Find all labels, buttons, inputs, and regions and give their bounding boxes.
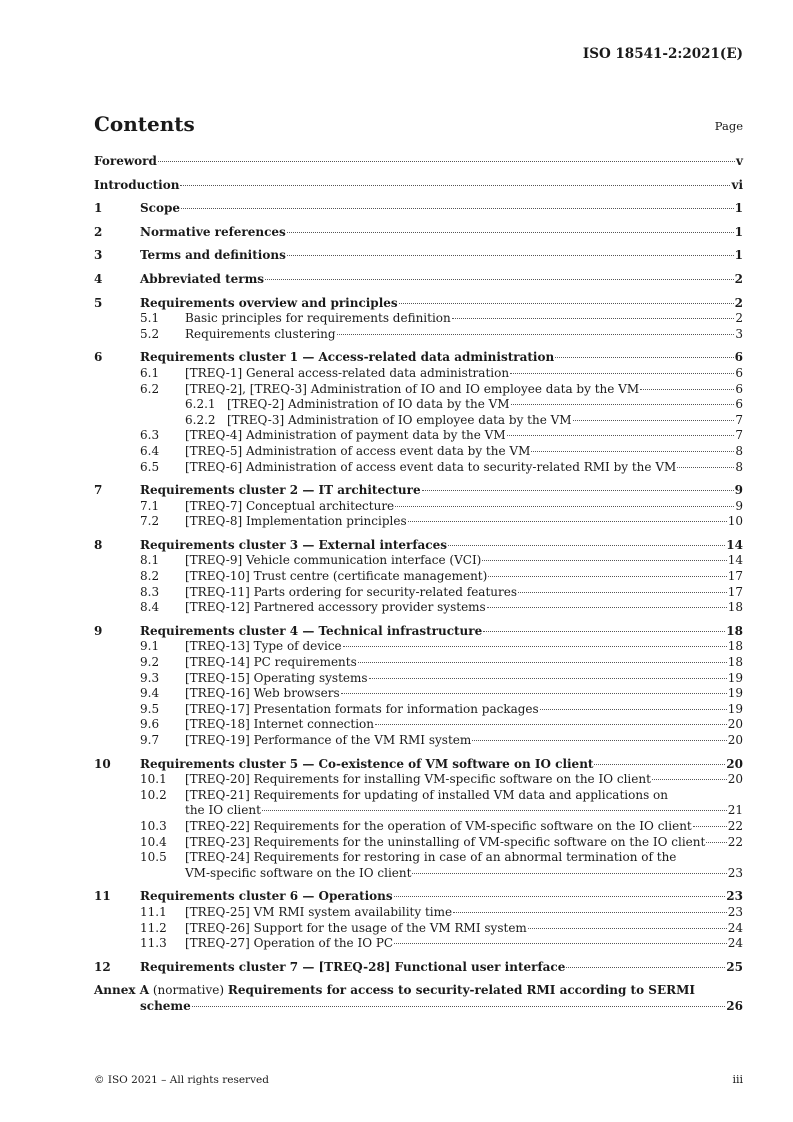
toc-entry-title [185,444,735,460]
toc-section-entry[interactable] [94,366,743,382]
toc-entry-title [185,788,743,804]
toc-entry-text: [TREQ-3] Administration of IO employee data by the VM [227,412,572,427]
toc-entry-page: 7 [735,412,743,427]
toc-entry-title [185,905,728,921]
toc-entry-text: [TREQ-2], [TREQ-3] Administration of IO and IO employee data by the VM [185,381,640,396]
toc-entry-title [140,350,735,366]
toc-entry-text: Foreword [94,154,157,168]
toc-section-entry[interactable] [94,428,743,444]
toc-entry-text: [TREQ-2] Administration of IO data by the VM [227,397,510,412]
copyright-notice: © ISO 2021 – All rights reserved [94,1074,269,1086]
toc-chapter-entry[interactable] [94,225,743,241]
toc-entry-page: 2 [734,271,743,286]
toc-leader-dots [180,185,730,186]
toc-entry-title [140,624,726,640]
toc-entry-text: Scope [140,201,181,216]
toc-section-entry[interactable] [94,788,743,804]
toc-entry-number: 6.2 [140,381,160,396]
toc-entry-page: 1 [734,248,743,263]
toc-leader-dots [343,646,727,647]
toc-leader-dots [408,521,727,522]
toc-entry-text: [TREQ-14] PC requirements [185,655,357,670]
toc-entry-number: 7 [94,483,103,498]
toc-leader-dots [555,357,733,358]
contents-title: Contents [94,112,195,136]
toc-entry-title [185,460,735,476]
toc-entry-title [140,225,735,241]
toc-entry-continuation[interactable] [94,999,743,1015]
toc-entry-title [140,248,735,264]
toc-entry-title [185,553,728,569]
page-column-label: Page [714,119,743,133]
toc-entry-text: Requirements clustering [185,326,336,341]
toc-chapter-entry[interactable] [94,296,743,312]
toc-entry-page: 18 [727,639,743,654]
toc-entry-title [185,835,728,851]
toc-entry-text: Introduction [94,177,180,192]
toc-entry-number: 11.2 [140,920,167,935]
toc-leader-dots [394,943,727,944]
toc-section-entry[interactable] [94,600,743,616]
toc-section-entry[interactable] [94,514,743,530]
toc-entry-page: 18 [727,600,743,615]
toc-entry-title [185,585,728,601]
toc-entry-page: 14 [726,537,743,552]
toc-entry-number: 9.6 [140,717,160,732]
toc-entry-number: 8 [94,537,103,552]
toc-leader-dots [452,318,735,319]
toc-leader-dots [693,826,727,827]
toc-entry-title [185,819,728,835]
toc-entry-page: 8 [735,443,743,458]
toc-entry-number: 6.1 [140,365,160,380]
toc-leader-dots [358,662,727,663]
toc-entry-number: 7.1 [140,498,160,513]
toc-entry-title [140,757,726,773]
toc-entry-title [140,296,735,312]
toc-entry-text: [TREQ-19] Performance of the VM RMI system [185,733,472,747]
toc-entry-number: 11.1 [140,904,167,919]
toc-entry-number: 8.3 [140,584,160,599]
toc-entry-number: 10 [94,756,111,771]
annex-label: Annex A [94,983,150,998]
toc-leader-dots [192,1006,726,1007]
toc-entry-text: Requirements cluster 5 — Co-existence of VM software on IO client [140,756,594,771]
toc-entry-title [140,889,726,905]
toc-entry-page: 17 [727,569,743,584]
toc-entry-text: Normative references [140,224,286,239]
toc-entry-page: 23 [726,889,743,904]
toc-entry-page: 9 [734,483,743,498]
toc-entry-title [185,733,728,749]
toc-entry-text: scheme [140,998,191,1013]
toc-entry-number: 1 [94,201,103,216]
toc-entry-title [140,483,735,499]
toc-leader-dots [399,303,734,304]
toc-chapter-entry[interactable] [94,483,743,499]
toc-leader-dots [394,896,726,897]
toc-section-entry[interactable] [94,655,743,671]
toc-annex-entry[interactable] [94,983,743,999]
toc-leader-dots [640,389,734,390]
toc-entry-title [185,569,728,585]
page-number: iii [732,1073,743,1086]
toc-section-entry[interactable] [94,569,743,585]
toc-leader-dots [518,592,727,593]
toc-entry-number: 6.3 [140,428,160,443]
toc-entry-text: Basic principles for requirements definition [185,311,451,326]
toc-entry-title [185,366,735,382]
toc-entry-title [185,600,728,616]
toc-entry-number: 6.4 [140,443,160,458]
toc-entry-page: 23 [727,904,743,919]
toc-leader-dots [510,373,734,374]
toc-section-entry[interactable] [94,702,743,718]
toc-entry-number: 6.5 [140,459,160,474]
toc-leader-dots [341,693,727,694]
toc-leader-dots [482,560,726,561]
toc-entry-number: 5.1 [140,311,160,326]
toc-leader-dots [487,607,727,608]
toc-leader-dots [677,467,734,468]
toc-entry-text: [TREQ-4] Administration of payment data by the VM [185,428,506,443]
toc-entry-page: 1 [734,224,743,239]
toc-entry-number: 9.2 [140,655,160,670]
toc-entry-number: 10.4 [140,834,167,849]
annex-title: Requirements for access to security-related RMI according to SERMI [227,983,695,998]
toc-leader-dots [453,912,727,913]
toc-entry-text: Requirements overview and principles [140,295,398,310]
toc-entry-number: 4 [94,271,103,286]
toc-chapter-entry[interactable] [94,178,743,194]
toc-entry-text: [TREQ-12] Partnered accessory provider systems [185,600,486,615]
toc-entry-title [185,639,728,655]
toc-entry-text: Requirements cluster 6 — Operations [140,889,393,904]
toc-entry-title [185,655,728,671]
toc-leader-dots [395,506,734,507]
toc-entry-page: 20 [727,772,743,787]
toc-entry-page: 19 [727,670,743,685]
toc-entry-title [185,499,735,515]
toc-entry-number: 12 [94,959,111,974]
toc-leader-dots [594,764,725,765]
toc-entry-text: Requirements cluster 3 — External interfaces [140,537,447,552]
toc-entry-title [185,382,735,398]
toc-entry-text: [TREQ-27] Operation of the IO PC [185,936,394,951]
toc-entry-text: [TREQ-26] Support for the usage of the VM RMI system [185,920,527,935]
toc-entry-page: v [736,154,743,168]
toc-entry-number: 9.1 [140,639,160,654]
toc-entry-text: Requirements cluster 7 — [TREQ-28] Functional user interface [140,959,566,974]
toc-chapter-entry[interactable] [94,350,743,366]
toc-entry-title [185,717,728,733]
toc-leader-dots [706,842,726,843]
standard-id: ISO 18541-2:2021(E) [582,46,743,62]
toc-leader-dots [540,709,727,710]
toc-section-entry[interactable] [94,671,743,687]
toc-entry-title [185,428,735,444]
toc-entry-number: 7.2 [140,514,160,529]
toc-section-entry[interactable] [94,327,743,343]
toc-entry-number: 6.2.1 [185,397,216,412]
toc-entry-number: 2 [94,224,103,239]
toc-entry-continuation[interactable] [94,803,743,819]
toc-leader-dots [265,279,734,280]
toc-section-entry[interactable] [94,905,743,921]
toc-entry-number: 10.3 [140,818,167,833]
toc-entry-title [94,983,743,999]
toc-entry-text: [TREQ-11] Parts ordering for security-related features [185,584,517,599]
toc-chapter-entry[interactable] [94,201,743,217]
toc-entry-number: 5.2 [140,326,160,341]
toc-entry-text: [TREQ-18] Internet connection [185,717,375,732]
toc-entry-page: 19 [727,701,743,716]
toc-entry-text: VM-specific software on the IO client [185,865,412,880]
toc-entry-text: [TREQ-10] Trust centre (certificate management) [185,569,488,584]
toc-entry-text: [TREQ-17] Presentation formats for information packages [185,701,539,716]
toc-section-entry[interactable] [94,397,743,413]
toc-entry-title [140,272,735,288]
toc-leader-dots [369,678,727,679]
toc-section-entry[interactable] [94,686,743,702]
toc-entry-title [185,311,735,327]
toc-entry-number: 5 [94,295,103,310]
toc-leader-dots [412,873,726,874]
toc-entry-text: [TREQ-5] Administration of access event data by the VM [185,443,531,458]
toc-entry-title [185,514,728,530]
toc-entry-title [185,671,728,687]
table-of-contents [94,154,743,1015]
toc-entry-text [94,983,695,999]
toc-entry-page: 17 [727,584,743,599]
toc-entry-text: [TREQ-23] Requirements for the uninstalling of VM-specific software on the IO client [185,834,706,849]
toc-entry-text: [TREQ-1] General access-related data administration [185,365,510,380]
toc-entry-page: 22 [727,834,743,849]
toc-entry-number: 3 [94,248,103,263]
toc-section-entry[interactable] [94,835,743,851]
toc-entry-number: 10.1 [140,772,167,787]
toc-leader-dots [375,724,727,725]
toc-entry-title [185,686,728,702]
toc-section-entry[interactable] [94,499,743,515]
toc-leader-dots [531,451,734,452]
toc-entry-number: 8.4 [140,600,160,615]
toc-entry-continuation[interactable] [94,866,743,882]
toc-section-entry[interactable] [94,772,743,788]
toc-entry-page: 20 [727,733,743,747]
toc-entry-number: 9 [94,623,103,638]
toc-entry-text: [TREQ-9] Vehicle communication interface (VCI) [185,553,482,568]
toc-entry-text: the IO client [185,803,261,818]
toc-entry-title [185,803,728,819]
toc-entry-text: [TREQ-7] Conceptual architecture [185,498,395,513]
toc-leader-dots [528,928,727,929]
toc-section-entry[interactable] [94,413,743,429]
toc-entry-number: 11 [94,889,111,904]
toc-leader-dots [488,576,726,577]
toc-entry-text: [TREQ-20] Requirements for installing VM-specific software on the IO client [185,772,651,787]
toc-entry-text: [TREQ-25] VM RMI system availability time [185,904,453,919]
toc-section-entry[interactable] [94,717,743,733]
toc-entry-title [185,921,728,937]
toc-chapter-entry[interactable] [94,248,743,264]
toc-leader-dots [448,545,725,546]
toc-entry-page: 18 [727,655,743,670]
toc-entry-page: 7 [735,428,743,443]
toc-leader-dots [337,334,735,335]
toc-leader-dots [262,810,727,811]
toc-entry-text: [TREQ-21] Requirements for updating of installed VM data and applications on [185,787,668,802]
toc-entry-number: 11.3 [140,936,167,951]
toc-entry-number: 8.1 [140,553,160,568]
toc-entry-page: 25 [726,959,743,974]
toc-chapter-entry[interactable] [94,624,743,640]
toc-entry-page: 19 [727,686,743,701]
toc-entry-page: 10 [727,514,743,529]
toc-entry-page: 2 [735,311,743,326]
toc-section-entry[interactable] [94,936,743,952]
toc-entry-title [185,327,735,343]
toc-entry-page: 18 [726,623,743,638]
toc-entry-title [140,201,735,217]
toc-section-entry[interactable] [94,921,743,937]
toc-entry-page: 21 [727,803,743,818]
toc-entry-number: 10.2 [140,787,167,802]
toc-entry-page: 6 [735,381,743,396]
toc-entry-page: 14 [727,553,743,568]
toc-section-entry[interactable] [94,585,743,601]
toc-entry-text: [TREQ-16] Web browsers [185,686,340,701]
toc-leader-dots [181,208,734,209]
toc-leader-dots [472,740,726,741]
toc-entry-number: 8.2 [140,569,160,584]
toc-entry-text: Requirements cluster 2 — IT architecture [140,483,421,498]
toc-section-entry[interactable] [94,553,743,569]
toc-chapter-entry[interactable] [94,272,743,288]
toc-entry-title [94,178,731,194]
toc-entry-page: 22 [727,818,743,833]
toc-section-entry[interactable] [94,444,743,460]
toc-leader-dots [158,161,735,162]
toc-entry-title [185,936,728,952]
toc-section-entry[interactable] [94,460,743,476]
toc-entry-number: 9.7 [140,733,160,747]
toc-entry-text: [TREQ-13] Type of device [185,639,342,654]
toc-entry-page: 6 [735,397,743,412]
toc-entry-title [185,772,728,788]
toc-entry-page: 9 [735,498,743,513]
toc-entry-title [227,413,735,429]
toc-section-entry[interactable] [94,850,743,866]
toc-leader-dots [287,255,734,256]
toc-chapter-entry[interactable] [94,154,743,170]
toc-entry-page: 26 [726,998,743,1013]
toc-entry-text: Terms and definitions [140,248,286,263]
toc-entry-title [227,397,735,413]
toc-leader-dots [652,779,727,780]
toc-entry-page: vi [731,177,743,192]
toc-section-entry[interactable] [94,733,743,749]
toc-entry-text: [TREQ-15] Operating systems [185,670,368,685]
toc-entry-number: 6 [94,350,103,365]
toc-entry-number: 9.5 [140,701,160,716]
toc-entry-number: 9.4 [140,686,160,701]
toc-entry-number: 9.3 [140,670,160,685]
toc-entry-page: 2 [734,295,743,310]
toc-entry-title [140,960,726,976]
toc-chapter-entry[interactable] [94,889,743,905]
toc-entry-page: 8 [735,459,743,474]
toc-entry-page: 1 [734,201,743,216]
toc-leader-dots [422,490,734,491]
toc-section-entry[interactable] [94,382,743,398]
toc-entry-text: Requirements cluster 1 — Access-related data administration [140,350,555,365]
toc-entry-text: [TREQ-24] Requirements for restoring in case of an abnormal termination of the [185,850,677,865]
toc-entry-page: 20 [727,717,743,732]
toc-leader-dots [507,435,735,436]
toc-entry-page: 20 [726,756,743,771]
toc-section-entry[interactable] [94,819,743,835]
toc-entry-page: 23 [727,865,743,880]
toc-entry-number: 6.2.2 [185,412,216,427]
toc-entry-page: 6 [734,350,743,365]
toc-entry-page: 3 [735,326,743,341]
toc-entry-title [185,850,743,866]
toc-entry-text: [TREQ-6] Administration of access event data to security-related RMI by the VM [185,459,677,474]
toc-chapter-entry[interactable] [94,757,743,773]
toc-section-entry[interactable] [94,639,743,655]
toc-entry-title [94,154,736,170]
annex-kind: (normative) [152,983,225,998]
toc-entry-title [185,702,728,718]
toc-leader-dots [287,232,734,233]
toc-entry-page: 24 [727,920,743,935]
toc-entry-number: 10.5 [140,850,167,865]
toc-leader-dots [483,631,725,632]
toc-entry-text: Abbreviated terms [140,271,265,286]
toc-section-entry[interactable] [94,311,743,327]
toc-entry-title [140,999,726,1015]
toc-leader-dots [573,420,735,421]
toc-entry-title [140,538,726,554]
toc-chapter-entry[interactable] [94,538,743,554]
toc-entry-text: [TREQ-22] Requirements for the operation of VM-specific software on the IO client [185,818,692,833]
toc-entry-page: 6 [735,365,743,380]
toc-entry-text: Requirements cluster 4 — Technical infrastructure [140,623,483,638]
toc-entry-page: 24 [727,936,743,951]
toc-entry-title [185,866,728,882]
toc-leader-dots [566,967,725,968]
toc-leader-dots [511,404,735,405]
toc-chapter-entry[interactable] [94,960,743,976]
toc-entry-text: [TREQ-8] Implementation principles [185,514,407,529]
